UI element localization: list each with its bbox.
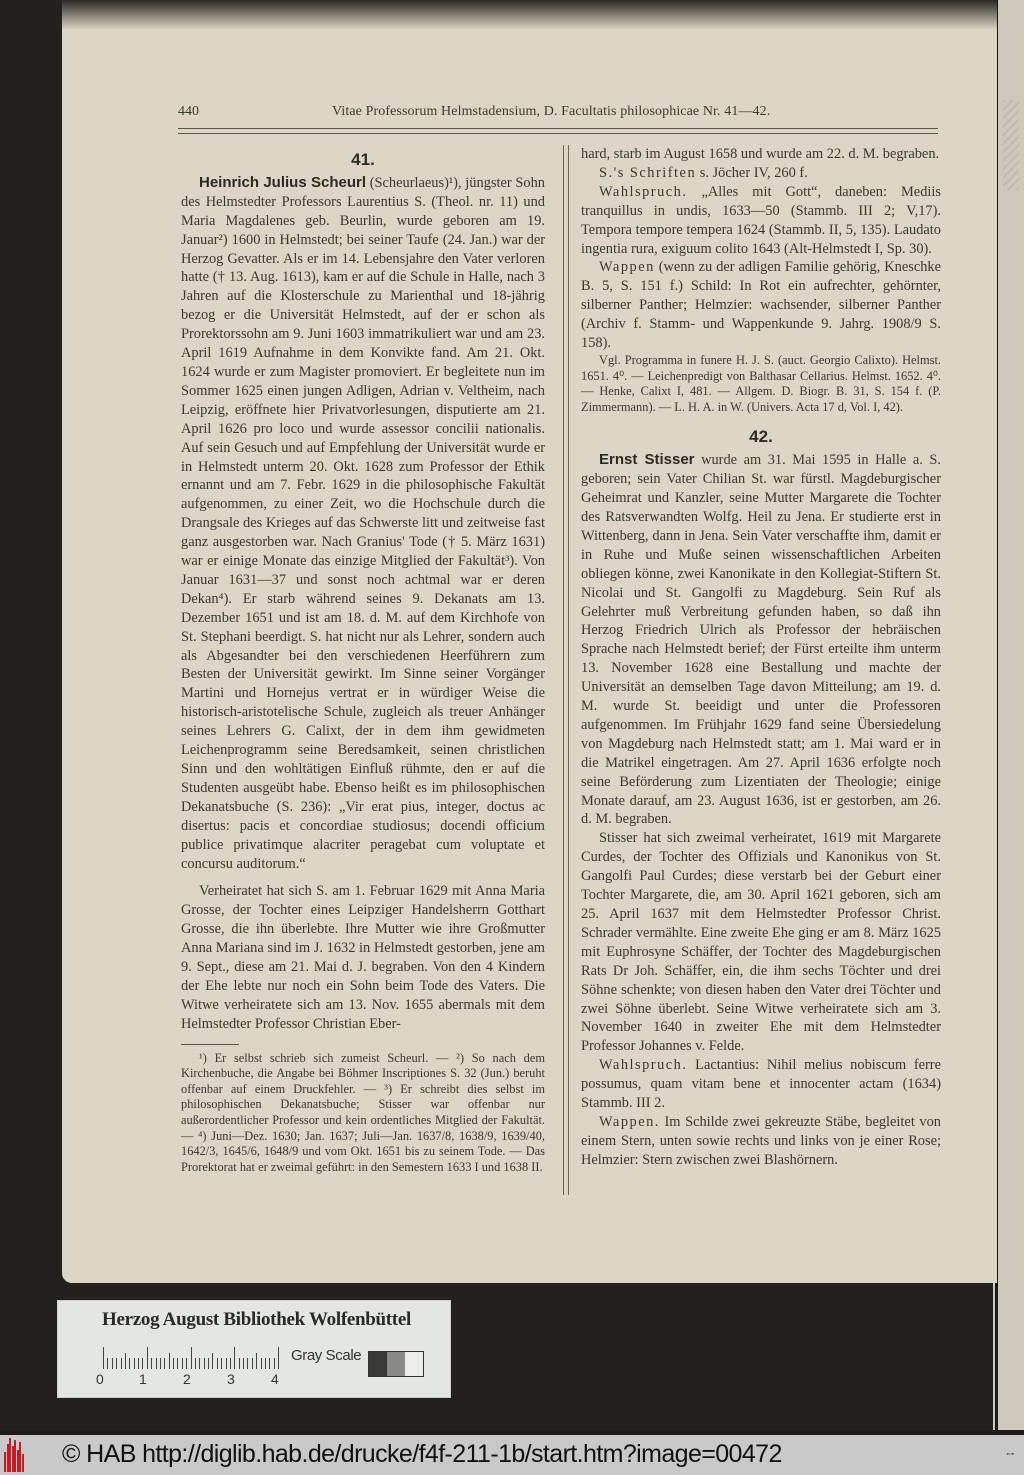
- ruler-tick: [182, 1358, 183, 1369]
- ruler-tick: [177, 1358, 178, 1369]
- hab-logo-icon: [4, 1438, 24, 1472]
- ruler-tick: [151, 1358, 152, 1369]
- ruler-tick: [226, 1358, 227, 1369]
- ruler-tick: [147, 1347, 148, 1369]
- ruler-tick: [134, 1358, 135, 1369]
- copyright-url[interactable]: © HAB http://diglib.hab.de/drucke/f4f-211-1b/start.htm?image=00472: [62, 1440, 782, 1468]
- ruler-tick: [247, 1358, 248, 1369]
- ruler-tick: [252, 1358, 253, 1369]
- gray-swatch-dark: [369, 1352, 387, 1376]
- ruler-tick: [107, 1358, 108, 1369]
- entry-42-marriage: Stisser hat sich zweimal verheiratet, 1619 mit Margarete Curdes, der Tochter des Offizials und Kanonikus von St. Gangolfi Paul Curdes; diese verstarb bei der Geburt einer Tochter Margarete, die, am 30. April 1621 geboren, sich am 25. April 1637 mit dem Helmstedter Professor Christ. Schrader vermählte. Eine zweite Ehe ging er am 8. März 1625 mit Euphrosyne Schäffer, der Tochter des Magdeburgischen Rats Dr Joh. Schäffer, ein, die ihm sechs Töchter und drei Söhne schenkte; von diesen haben den Vater drei Töchter und zwei Söhne überlebt. Seine Witwe verheiratete sich am 3. November 1640 in zweiter Ehe mit dem Helmstedter Professor Johannes v. Felde.: [581, 830, 941, 1055]
- ruler-tick: [234, 1347, 235, 1369]
- ruler-tick: [265, 1358, 266, 1369]
- ruler-tick: [230, 1358, 231, 1369]
- ruler-tick: [204, 1358, 205, 1369]
- page-top-shadow: [62, 0, 997, 30]
- ruler-tick: [121, 1358, 122, 1369]
- left-column: [181, 147, 545, 1175]
- ruler-tick: [138, 1358, 139, 1369]
- ruler-tick: [278, 1347, 279, 1369]
- running-title: Vitae Professorum Helmstadensium, D. Facultatis philosophicae Nr. 41—42.: [332, 104, 771, 119]
- ruler-tick: [195, 1358, 196, 1369]
- entry-41-bio-text: (Scheurlaeus)¹), jüngster Sohn des Helmstedter Professors Laurentius S. (Theol. nr. 11) und Maria Magdalenes geb. Beurlin, wurde geboren am 19. Januar²) 1600 in Helmstedt; bei seiner Taufe (24. Jan.) war der Herzog Gevatter. Als er im 14. Lebensjahre den Vater verloren hatte († 13. Aug. 1613), kam er auf die Schule in Halle, nach 3 Jahren auf die Klosterschule zu Marienthal und 18-jährig bezog er die Universität Helmstedt, auf der er schon als Prorektorssohn am 9. Juni 1603 immatrikuliert war und am 23. April 1619 Aufnahme in dem Konvikte fand. Am 21. Okt. 1624 wurde er zum Magister promoviert. Er begleitete nun im Sommer 1625 einen jungen Adligen, Adrian v. Veltheim, nach Leipzig, eröffnete hier Privatvorlesungen, disputierte am 21. April 1626 pro loco und wurde assessor concilii nationalis. Auf sein Gesuch und auf Empfehlung der Universität wurde er in Helmstedt unterm 20. Okt. 1628 zum Professor der Ethik ernannt und am 7. Febr. 1629 in die philosophische Fakultät aufgenommen, zu einer Zeit, wo die Hochschule durch die Drangsale des Krieges auf das Schwerste litt und zeitweise fast ganz ausgestorben war. Nach Granius' Tode († 5. März 1631) war er einige Monate das einzige Mitglied der Fakultät³). Von Januar 1631—37 und sonst noch achtmal war er deren Dekan⁴). Er starb während seines 9. Dekanats am 13. Dezember 1651 und ist am 18. d. M. auf dem Kirchhofe von St. Stephani beerdigt. S. hat nicht nur als Lehrer, sondern auch als Abgesandter bei den verschiedenen Heerführern zum Besten der Universität gewirkt. Im Sinne seiner Vorgänger Martini und Hornejus vertrat er in würdiger Weise die historisch-aristotelische Schule, zugleich als treuer Anhänger seines Lehrers G. Calixt, der in dem ihm gewidmeten Leichenprogramm seine Beredsamkeit, seinen christlichen Sinn und den wohltätigen Einfluß rühmte, den er auf die Studenten ausgeübt habe. Ebenso heißt es im philosophischen Dekanatsbuche (S. 236): „Vir erat pius, integer, doctus ac disertus: pacis et concordiae studiosus; docendi officium publice privatimque alacriter peragebat cum voluptate et concursu auditorum.“: [181, 174, 545, 872]
- footnotes: ¹) Er selbst schrieb sich zumeist Scheurl. — ²) So nach dem Kirchenbuche, die Angabe bei Böhmer Inscriptiones S. 32 (Jun.) beruht offenbar auf einem Druckfehler. — ³) Er schreibt dies selbst im philosophischen Dekanatsbuche; Stisser war offenbar nur außerordentlicher Professor und kein ordentliches Mitglied der Fakultät. — ⁴) Juni—Dez. 1630; Jan. 1637; Juli—Jan. 1637/8, 1638/9, 1639/40, 1642/3, 1645/6, 1648/9 und vom Okt. 1651 bis zu seinem Tode. — Das Prorektorat hat er zweimal geführt: in den Semestern 1633 I und 1638 II.: [181, 1050, 545, 1174]
- ruler-tick: [274, 1358, 275, 1369]
- entry-42-wappen: Wappen. Im Schilde zwei gekreuzte Stäbe, begleitet von einem Stern, unten sowie rechts und links von je einer Rose; Helmzier: Stern zwischen zwei Blashörnern.: [581, 1113, 941, 1168]
- footer-bar: [0, 1435, 1024, 1475]
- ruler-tick: [125, 1353, 126, 1369]
- header-double-rule: [178, 128, 938, 134]
- book-spine-edge: [993, 0, 1024, 1430]
- ruler-tick: [243, 1358, 244, 1369]
- gray-scale-swatch: [368, 1351, 424, 1377]
- ruler-tick: [199, 1358, 200, 1369]
- ruler-tick: [112, 1358, 113, 1369]
- page-header: [178, 104, 788, 126]
- ruler-tick: [164, 1358, 165, 1369]
- ruler-tick: [212, 1353, 213, 1369]
- entry-number-41: 41.: [351, 150, 375, 169]
- ruler-tick: [239, 1358, 240, 1369]
- entry-41-wappen: Wappen (wenn zu der adligen Familie gehörig, Kneschke B. 5, S. 151 f.) Schild: In Rot ein aufrechter, gehörnter, silberner Panther; Helmzier: wachsender, silberner Panther (Archiv f. Stamm- und Wappenkunde 9. Jahrg. 1908/9 S. 158).: [581, 259, 941, 352]
- entry-41-name: Heinrich Julius Scheurl: [199, 173, 366, 191]
- entry-41-wahlspruch: Wahlspruch. „Alles mit Gott“, daneben: Mediis tranquillus in undis, 1633—50 (Stammb. III 2; V,17). Tempora tempore tempera 1624 (Stammb. II, 5, 135). Laudato ingentia rura, exiguum colito 1643 (Alt-Helmstedt I, Sp. 30).: [581, 183, 941, 257]
- scale-ruler: [103, 1347, 278, 1369]
- right-column: [581, 145, 941, 1170]
- ruler-tick: [269, 1358, 270, 1369]
- page-number: 440: [178, 104, 199, 119]
- ruler-tick: [191, 1347, 192, 1369]
- entry-41-references: Vgl. Programma in funere H. J. S. (auct. Georgio Calixto). Helmst. 1651. 4⁰. — Leichenpredigt von Balthasar Cellarius. Helmst. 1652. 4⁰. — Henke, Calixt I, 481. — Allgem. D. Biogr. B. 31, S. 154 f. (P. Zimmermann). — L. H. A. in W. (Univers. Acta 17 d, Vol. I, 42).: [581, 352, 941, 414]
- entry-42-biography: Ernst Stisser wurde am 31. Mai 1595 in Halle a. S. geboren; sein Vater Chilian St. war fürstl. Magdeburgischer Geheimrat und Kanzler, seine Mutter Margarete die Tochter des Ratsverwandten Wolfg. Heil zu Jena. Er studierte erst in Wittenberg, dann in Jena. Sein Vater verschaffte ihm, damit er in Ruhe und Muße seinen wissenschaftlichen Arbeiten obliegen könne, zwei Kanonikate in den Kollegiat-Stiftern St. Nicolai und St. Gangolfi zu Magdeburg. Sein Ruf als Gelehrter muß Verbreitung gefunden haben, so daß ihn Herzog Friedrich Ulrich als Professor der hebräischen Sprache nach Helmstedt berief; der Fürst erteilte ihm unterm 13. November 1628 eine Bestallung und machte der Universität an demselben Tage davon Mitteilung; am 19. d. M. wurde St. beeidigt und unter die Professoren aufgenommen. Im Frühjahr 1629 fand seine Übersiedelung von Magdeburg nach Helmstedt statt; am 1. Mai ward er in die Matrikel eingetragen. Am 27. April 1636 erfolgte noch seine Beförderung zum Lizentiaten der Theologie; einige Monate darauf, am 23. August 1636, ist er gestorben, am 26. d. M. begraben.: [581, 451, 941, 828]
- color-calibration-target: [57, 1300, 451, 1398]
- entry-42-wahlspruch: Wahlspruch. Lactantius: Nihil melius nobiscum ferre possumus, quam vitam bene et innocenter actam (1634) Stammb. III 2.: [581, 1057, 941, 1112]
- ruler-tick: [208, 1358, 209, 1369]
- library-name: Herzog August Bibliothek Wolfenbüttel: [102, 1309, 411, 1330]
- ruler-tick: [156, 1358, 157, 1369]
- ruler-tick: [160, 1358, 161, 1369]
- ruler-tick: [217, 1358, 218, 1369]
- footnote-rule: [181, 1044, 239, 1045]
- entry-41-continuation: hard, starb im August 1658 und wurde am 22. d. M. begraben.: [581, 146, 940, 162]
- entry-41-marriage: Verheiratet hat sich S. am 1. Februar 1629 mit Anna Maria Grosse, der Tochter eines Leipziger Handelsherrn Gotthart Grosse, die ihn überlebte. Ihre Mutter wie ihre Großmutter Anna Mariana sind im J. 1632 in Helmstedt gestorben, jene am 9. Sept., diese am 21. Mai d. J. begraben. Von den 4 Kindern der Ehe lebte nur noch ein Sohn beim Tode des Vaters. Die Witwe verheiratete sich am 13. Nov. 1655 abermals mit dem Helmstedter Professor Christian Eber-: [181, 883, 545, 1032]
- corner-mark: ▪▫▪: [1006, 1451, 1014, 1458]
- column-divider: [563, 145, 569, 1195]
- ruler-tick: [186, 1358, 187, 1369]
- ruler-tick: [261, 1358, 262, 1369]
- entry-41-biography: [181, 174, 545, 874]
- gray-scale-label: Gray Scale: [291, 1347, 362, 1364]
- ruler-tick: [256, 1353, 257, 1369]
- ruler-tick: [169, 1353, 170, 1369]
- entry-number-42: 42.: [749, 427, 773, 447]
- ruler-tick: [103, 1347, 104, 1369]
- entry-41-schriften: S.'s Schriften s. Jöcher IV, 260 f.: [599, 164, 808, 181]
- ruler-tick: [116, 1358, 117, 1369]
- ruler-tick: [173, 1358, 174, 1369]
- entry-42-name: Ernst Stisser: [599, 451, 695, 469]
- ruler-labels: 0 1 2 3 4: [96, 1371, 279, 1387]
- gray-swatch-mid: [387, 1352, 405, 1376]
- ruler-tick: [221, 1358, 222, 1369]
- gray-swatch-light: [405, 1352, 423, 1376]
- ruler-tick: [129, 1358, 130, 1369]
- ruler-tick: [142, 1358, 143, 1369]
